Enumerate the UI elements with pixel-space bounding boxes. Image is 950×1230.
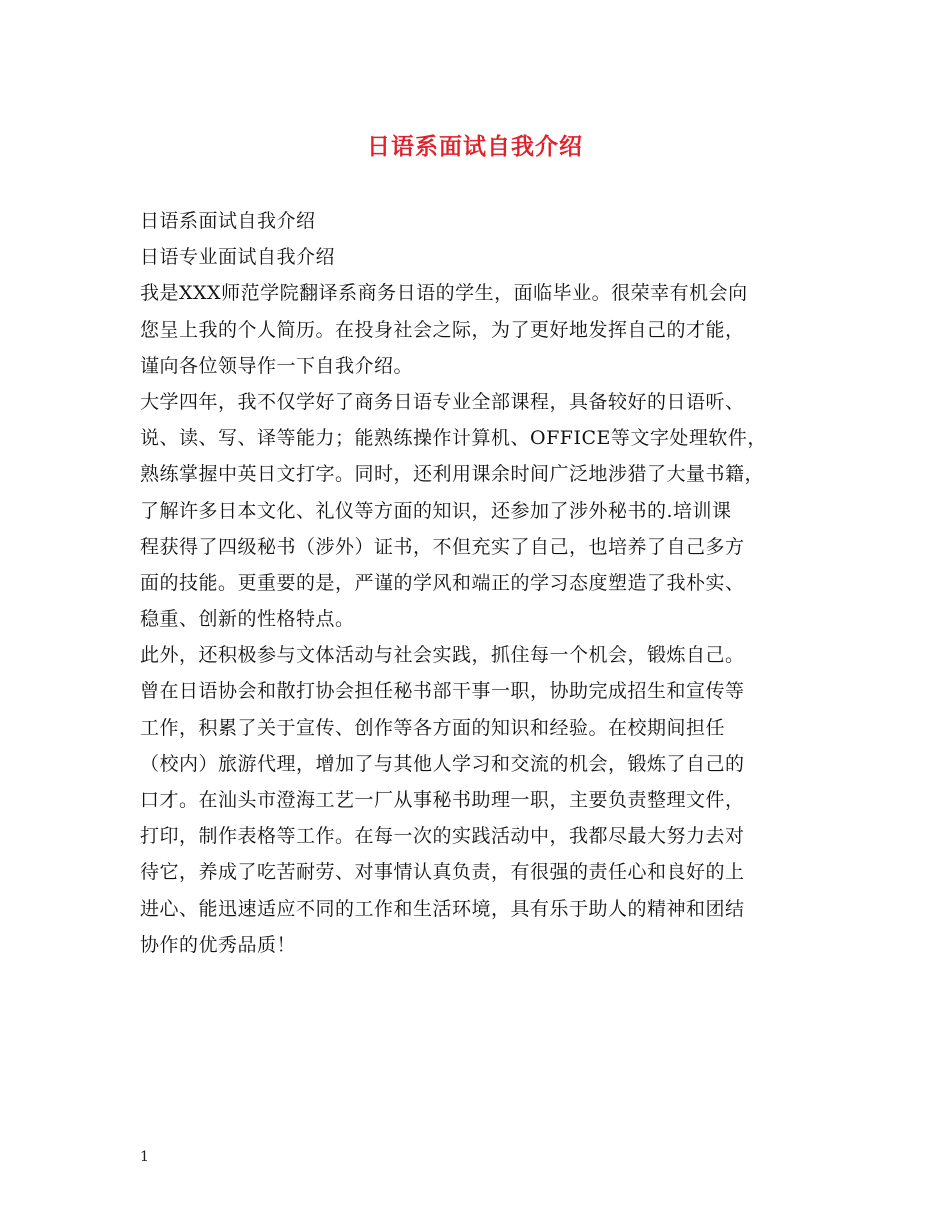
body-line: 说、读、写、译等能力；能熟练操作计算机、OFFICE等文字处理软件， [140, 427, 767, 450]
body-line: 面的技能。更重要的是，严谨的学风和端正的学习态度塑造了我朴实、 [140, 571, 745, 594]
body-line: 工作，积累了关于宣传、创作等各方面的知识和经验。在校期间担任 [140, 716, 726, 739]
body-line: 打印，制作表格等工作。在每一次的实践活动中，我都尽最大努力去对 [140, 825, 745, 848]
body-line: 协作的优秀品质！ [140, 933, 297, 956]
body-line: 您呈上我的个人简历。在投身社会之际，为了更好地发挥自己的才能， [140, 318, 745, 341]
body-line: 大学四年，我不仅学好了商务日语专业全部课程，具备较好的日语听、 [140, 390, 745, 413]
body-line: 谨向各位领导作一下自我介绍。 [140, 354, 414, 377]
body-line: 日语系面试自我介绍 [140, 210, 316, 232]
body-line: 了解许多日本文化、礼仪等方面的知识，还参加了涉外秘书的.培训课 [140, 499, 732, 522]
body-line: 程获得了四级秘书（涉外）证书，不但充实了自己，也培养了自己多方 [140, 535, 745, 558]
document-title: 日语系面试自我介绍 [367, 133, 583, 160]
page-number: 1 [140, 1149, 149, 1165]
body-line: 稳重、创新的性格特点。 [140, 608, 355, 631]
body-line: 此外，还积极参与文体活动与社会实践，抓住每一个机会，锻炼自己。 [140, 644, 745, 667]
body-line: 待它，养成了吃苦耐劳、对事情认真负责，有很强的责任心和良好的上 [140, 861, 745, 884]
document-body [140, 203, 840, 963]
body-line: 进心、能迅速适应不同的工作和生活环境，具有乐于助人的精神和团结 [140, 897, 745, 920]
body-line: 日语专业面试自我介绍 [140, 246, 336, 269]
body-line: 曾在日语协会和散打协会担任秘书部干事一职，协助完成招生和宣传等 [140, 680, 745, 703]
body-line: （校内）旅游代理，增加了与其他人学习和交流的机会，锻炼了自己的 [140, 752, 745, 775]
body-line: 熟练掌握中英日文打字。同时，还利用课余时间广泛地涉猎了大量书籍， [140, 463, 765, 486]
body-line: 口才。在汕头市澄海工艺一厂从事秘书助理一职，主要负责整理文件， [140, 789, 745, 811]
body-line: 我是XXX师范学院翻译系商务日语的学生，面临毕业。很荣幸有机会向 [140, 282, 748, 305]
